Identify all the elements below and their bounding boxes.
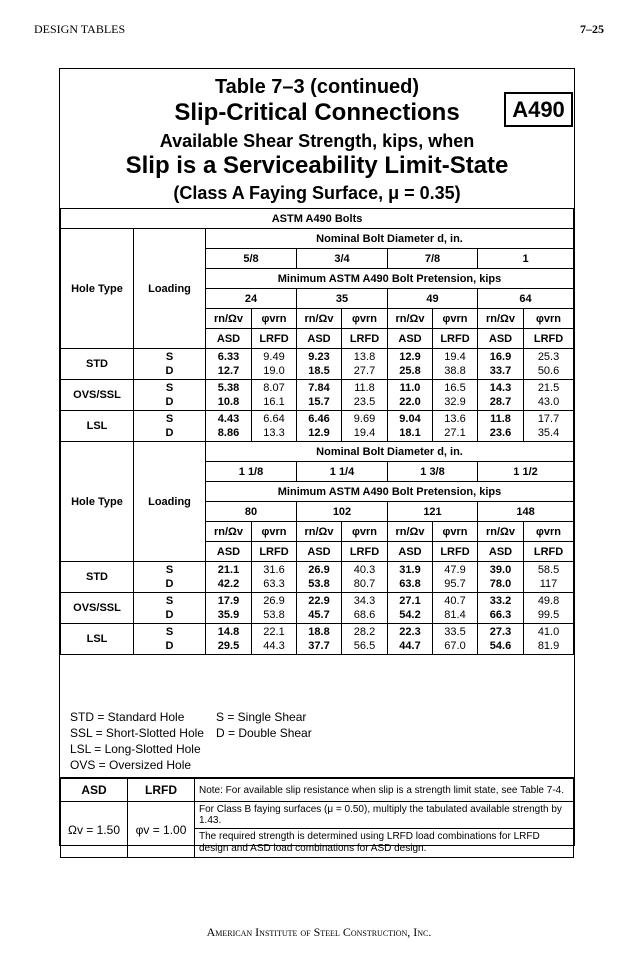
col-asd-symbol: rn/Ωv: [478, 309, 524, 329]
lrfd-value: 28.2: [353, 626, 376, 638]
note-load-combinations: The required strength is determined using LRFD load combinations for LRFD design and ASD load combinations for ASD design.: [195, 829, 574, 858]
asd-value: 4.43: [217, 413, 240, 425]
diameter-cell: 1 1/2: [478, 462, 574, 482]
loading-value: S: [165, 382, 174, 394]
col-asd-symbol: rn/Ωv: [206, 522, 252, 542]
lrfd-value: 25.3: [537, 351, 560, 363]
col-asd-label: ASD: [478, 329, 524, 349]
col-asd-label: ASD: [297, 542, 342, 562]
value-cell: [252, 624, 297, 655]
asd-value: 66.3: [489, 609, 512, 621]
lrfd-value: 68.6: [353, 609, 376, 621]
col-lrfd-label: LRFD: [252, 542, 297, 562]
value-cell: [388, 593, 433, 624]
value-cell: [388, 380, 433, 411]
asd-value: 78.0: [489, 578, 512, 590]
value-cell: [206, 624, 252, 655]
lrfd-value: 50.6: [537, 365, 560, 377]
lrfd-value: 6.64: [263, 413, 285, 425]
lrfd-value: 63.3: [263, 578, 285, 590]
omega-factor: Ωv = 1.50: [61, 802, 128, 858]
value-cell: [524, 624, 574, 655]
legend-lsl: LSL = Long-Slotted Hole: [70, 742, 201, 756]
publisher-line: American Institute of Steel Construction, Inc.: [206, 925, 432, 939]
value-cell: [297, 380, 342, 411]
lrfd-value: 19.4: [444, 351, 466, 363]
loading-header: Loading: [134, 442, 206, 562]
table-title: Slip-Critical Connections: [174, 99, 460, 126]
asd-value: 9.04: [399, 413, 421, 425]
asd-value: 31.9: [399, 564, 421, 576]
lrfd-value: 22.1: [263, 626, 285, 638]
value-cell: [524, 349, 574, 380]
col-lrfd-symbol: φvrn: [524, 309, 574, 329]
col-asd-symbol: rn/Ωv: [297, 309, 342, 329]
asd-label: ASD: [61, 779, 128, 802]
asd-value: 21.1: [217, 564, 240, 576]
asd-value: 9.23: [308, 351, 330, 363]
value-cell: [206, 593, 252, 624]
loading-value: D: [165, 640, 174, 652]
loading-value: D: [165, 365, 174, 377]
col-asd-symbol: rn/Ωv: [388, 309, 433, 329]
loading-value: S: [165, 413, 174, 425]
lrfd-value: 21.5: [537, 382, 560, 394]
value-cell: [524, 562, 574, 593]
asd-value: 33.2: [489, 595, 512, 607]
lrfd-value: 8.07: [263, 382, 285, 394]
asd-value: 54.2: [399, 609, 421, 621]
lrfd-value: 47.9: [444, 564, 466, 576]
loading-cell: [134, 562, 206, 593]
col-lrfd-label: LRFD: [433, 329, 478, 349]
asd-value: 63.8: [399, 578, 421, 590]
strength-table-wrap: [60, 208, 574, 655]
lrfd-label: LRFD: [128, 779, 195, 802]
table-subtitle-2: Slip is a Serviceability Limit-State: [125, 152, 509, 179]
asd-value: 35.9: [217, 609, 240, 621]
diameter-cell: 1 3/8: [388, 462, 478, 482]
col-lrfd-label: LRFD: [524, 329, 574, 349]
value-cell: [478, 380, 524, 411]
value-cell: [342, 624, 388, 655]
asd-value: 11.8: [490, 413, 511, 425]
lrfd-value: 53.8: [263, 609, 285, 621]
value-cell: [478, 411, 524, 442]
col-asd-label: ASD: [206, 329, 252, 349]
legend-d: D = Double Shear: [216, 726, 312, 740]
value-cell: [297, 411, 342, 442]
table-number: Table 7–3 (continued): [214, 76, 420, 98]
lrfd-value: 31.6: [263, 564, 285, 576]
col-asd-label: ASD: [206, 542, 252, 562]
lrfd-value: 13.6: [444, 413, 466, 425]
pretension-cell: 35: [297, 289, 388, 309]
col-lrfd-label: LRFD: [524, 542, 574, 562]
lrfd-value: 67.0: [444, 640, 466, 652]
hole-type-cell: STD: [61, 562, 134, 593]
lrfd-value: 9.69: [353, 413, 376, 425]
pretension-cell: 102: [297, 502, 388, 522]
asd-value: 25.8: [399, 365, 421, 377]
asd-value: 22.9: [308, 595, 330, 607]
hole-type-cell: LSL: [61, 411, 134, 442]
note-class-b: For Class B faying surfaces (μ = 0.50), multiply the tabulated available strength by 1.43.: [195, 802, 574, 829]
asd-value: 42.2: [217, 578, 240, 590]
asd-value: 22.3: [399, 626, 421, 638]
pretension-header: Minimum ASTM A490 Bolt Pretension, kips: [206, 482, 574, 502]
factor-notes: [60, 777, 574, 854]
lrfd-value: 40.3: [353, 564, 376, 576]
pretension-cell: 64: [478, 289, 574, 309]
value-cell: [388, 411, 433, 442]
value-cell: [252, 593, 297, 624]
loading-cell: [134, 380, 206, 411]
loading-value: D: [165, 396, 174, 408]
lrfd-value: 99.5: [537, 609, 560, 621]
asd-value: 45.7: [308, 609, 330, 621]
col-asd-symbol: rn/Ωv: [478, 522, 524, 542]
lrfd-value: 80.7: [353, 578, 376, 590]
value-cell: [252, 349, 297, 380]
value-cell: [342, 562, 388, 593]
strength-table: [60, 208, 574, 655]
col-lrfd-symbol: φvrn: [342, 309, 388, 329]
col-lrfd-symbol: φvrn: [524, 522, 574, 542]
legend-std: STD = Standard Hole: [70, 710, 185, 724]
lrfd-value: 34.3: [353, 595, 376, 607]
bolt-grade-badge: A490: [504, 92, 573, 127]
asd-value: 18.5: [308, 365, 330, 377]
value-cell: [342, 593, 388, 624]
value-cell: [388, 562, 433, 593]
note-slip-strength: Note: For available slip resistance when slip is a strength limit state, see Table 7-4.: [195, 779, 574, 802]
asd-value: 26.9: [308, 564, 330, 576]
col-asd-symbol: rn/Ωv: [388, 522, 433, 542]
value-cell: [297, 349, 342, 380]
asd-value: 6.33: [217, 351, 240, 363]
value-cell: [297, 624, 342, 655]
asd-value: 12.9: [399, 351, 421, 363]
col-lrfd-symbol: φvrn: [342, 522, 388, 542]
lrfd-value: 13.8: [353, 351, 376, 363]
diameter-cell: 1 1/8: [206, 462, 297, 482]
lrfd-value: 11.8: [354, 382, 375, 394]
col-lrfd-symbol: φvrn: [252, 309, 297, 329]
running-head-left: DESIGN TABLES: [34, 22, 126, 36]
col-asd-label: ASD: [388, 542, 433, 562]
loading-value: S: [165, 595, 174, 607]
nominal-diameter-header: Nominal Bolt Diameter d, in.: [206, 442, 574, 462]
nominal-diameter-header: Nominal Bolt Diameter d, in.: [206, 229, 574, 249]
pretension-cell: 121: [388, 502, 478, 522]
pretension-cell: 148: [478, 502, 574, 522]
title-block: [60, 69, 574, 208]
value-cell: [433, 624, 478, 655]
abbreviation-legend: [70, 709, 370, 773]
hole-type-cell: OVS/SSL: [61, 593, 134, 624]
lrfd-value: 95.7: [444, 578, 466, 590]
value-cell: [524, 411, 574, 442]
legend-ovs: OVS = Oversized Hole: [70, 758, 192, 772]
asd-value: 54.6: [489, 640, 512, 652]
phi-factor: φv = 1.00: [128, 802, 195, 858]
lrfd-value: 81.9: [537, 640, 560, 652]
loading-value: D: [165, 578, 174, 590]
value-cell: [433, 593, 478, 624]
asd-value: 14.8: [217, 626, 240, 638]
page-number: 7–25: [580, 22, 604, 36]
asd-value: 14.3: [489, 382, 512, 394]
value-cell: [206, 562, 252, 593]
running-head: [34, 22, 604, 38]
asd-value: 15.7: [308, 396, 330, 408]
value-cell: [252, 562, 297, 593]
diameter-cell: 3/4: [297, 249, 388, 269]
loading-cell: [134, 411, 206, 442]
asd-value: 27.3: [489, 626, 512, 638]
value-cell: [297, 593, 342, 624]
loading-value: S: [165, 626, 174, 638]
col-asd-label: ASD: [388, 329, 433, 349]
lrfd-value: 58.5: [537, 564, 560, 576]
asd-value: 5.38: [217, 382, 240, 394]
diameter-cell: 7/8: [388, 249, 478, 269]
value-cell: [342, 349, 388, 380]
table-subtitle-3: (Class A Faying Surface, μ = 0.35): [173, 183, 461, 203]
lrfd-value: 40.7: [444, 595, 466, 607]
lrfd-value: 32.9: [444, 396, 466, 408]
col-lrfd-label: LRFD: [342, 329, 388, 349]
lrfd-value: 13.3: [263, 427, 285, 439]
col-lrfd-symbol: φvrn: [433, 522, 478, 542]
value-cell: [478, 349, 524, 380]
value-cell: [524, 380, 574, 411]
asd-value: 28.7: [489, 396, 512, 408]
diameter-cell: 5/8: [206, 249, 297, 269]
value-cell: [252, 380, 297, 411]
value-cell: [206, 380, 252, 411]
value-cell: [206, 349, 252, 380]
pretension-header: Minimum ASTM A490 Bolt Pretension, kips: [206, 269, 574, 289]
lrfd-value: 9.49: [263, 351, 285, 363]
lrfd-value: 33.5: [444, 626, 466, 638]
legend-s: S = Single Shear: [216, 710, 307, 724]
asd-value: 18.1: [399, 427, 421, 439]
value-cell: [206, 411, 252, 442]
value-cell: [342, 411, 388, 442]
asd-value: 53.8: [308, 578, 330, 590]
lrfd-value: 27.1: [444, 427, 466, 439]
lrfd-value: 117: [539, 578, 558, 590]
asd-value: 11.0: [399, 382, 421, 394]
diameter-cell: 1: [478, 249, 574, 269]
lrfd-value: 16.1: [263, 396, 285, 408]
hole-type-header: Hole Type: [61, 229, 134, 349]
asd-value: 39.0: [489, 564, 512, 576]
col-asd-label: ASD: [478, 542, 524, 562]
asd-value: 23.6: [489, 427, 512, 439]
col-asd-label: ASD: [297, 329, 342, 349]
hole-type-cell: OVS/SSL: [61, 380, 134, 411]
value-cell: [342, 380, 388, 411]
lrfd-value: 49.8: [537, 595, 560, 607]
pretension-cell: 80: [206, 502, 297, 522]
hole-type-header: Hole Type: [61, 442, 134, 562]
value-cell: [388, 349, 433, 380]
value-cell: [297, 562, 342, 593]
hole-type-cell: STD: [61, 349, 134, 380]
asd-value: 29.5: [217, 640, 240, 652]
lrfd-value: 81.4: [444, 609, 466, 621]
lrfd-value: 43.0: [537, 396, 560, 408]
lrfd-value: 17.7: [537, 413, 560, 425]
value-cell: [433, 380, 478, 411]
loading-value: S: [165, 564, 174, 576]
asd-value: 17.9: [217, 595, 240, 607]
value-cell: [433, 349, 478, 380]
lrfd-value: 26.9: [263, 595, 285, 607]
bolts-header: ASTM A490 Bolts: [61, 209, 574, 229]
lrfd-value: 27.7: [353, 365, 376, 377]
lrfd-value: 35.4: [537, 427, 560, 439]
lrfd-value: 19.4: [353, 427, 376, 439]
diameter-cell: 1 1/4: [297, 462, 388, 482]
value-cell: [433, 411, 478, 442]
asd-value: 44.7: [399, 640, 421, 652]
loading-value: D: [165, 427, 174, 439]
value-cell: [433, 562, 478, 593]
asd-value: 18.8: [308, 626, 330, 638]
col-lrfd-label: LRFD: [433, 542, 478, 562]
col-lrfd-symbol: φvrn: [433, 309, 478, 329]
value-cell: [388, 624, 433, 655]
col-asd-symbol: rn/Ωv: [297, 522, 342, 542]
value-cell: [252, 411, 297, 442]
lrfd-value: 23.5: [353, 396, 376, 408]
asd-value: 27.1: [399, 595, 421, 607]
lrfd-value: 41.0: [537, 626, 560, 638]
loading-value: D: [165, 609, 174, 621]
table-subtitle-1: Available Shear Strength, kips, when: [159, 131, 475, 151]
loading-cell: [134, 349, 206, 380]
lrfd-value: 44.3: [263, 640, 285, 652]
asd-value: 12.9: [308, 427, 330, 439]
value-cell: [524, 593, 574, 624]
asd-value: 37.7: [308, 640, 330, 652]
value-cell: [478, 624, 524, 655]
lrfd-value: 19.0: [263, 365, 285, 377]
lrfd-value: 16.5: [444, 382, 466, 394]
asd-value: 6.46: [308, 413, 330, 425]
pretension-cell: 24: [206, 289, 297, 309]
asd-value: 7.84: [308, 382, 330, 394]
loading-value: S: [165, 351, 174, 363]
lrfd-value: 38.8: [444, 365, 466, 377]
hole-type-cell: LSL: [61, 624, 134, 655]
asd-value: 22.0: [399, 396, 421, 408]
loading-header: Loading: [134, 229, 206, 349]
col-lrfd-symbol: φvrn: [252, 522, 297, 542]
value-cell: [478, 593, 524, 624]
asd-value: 16.9: [489, 351, 512, 363]
col-lrfd-label: LRFD: [252, 329, 297, 349]
loading-cell: [134, 593, 206, 624]
asd-value: 33.7: [489, 365, 512, 377]
asd-value: 10.8: [217, 396, 240, 408]
lrfd-value: 56.5: [353, 640, 376, 652]
value-cell: [478, 562, 524, 593]
loading-cell: [134, 624, 206, 655]
col-asd-symbol: rn/Ωv: [206, 309, 252, 329]
asd-value: 8.86: [217, 427, 240, 439]
table-frame: [59, 68, 575, 854]
legend-ssl: SSL = Short-Slotted Hole: [70, 726, 204, 740]
col-lrfd-label: LRFD: [342, 542, 388, 562]
pretension-cell: 49: [388, 289, 478, 309]
asd-value: 12.7: [217, 365, 240, 377]
